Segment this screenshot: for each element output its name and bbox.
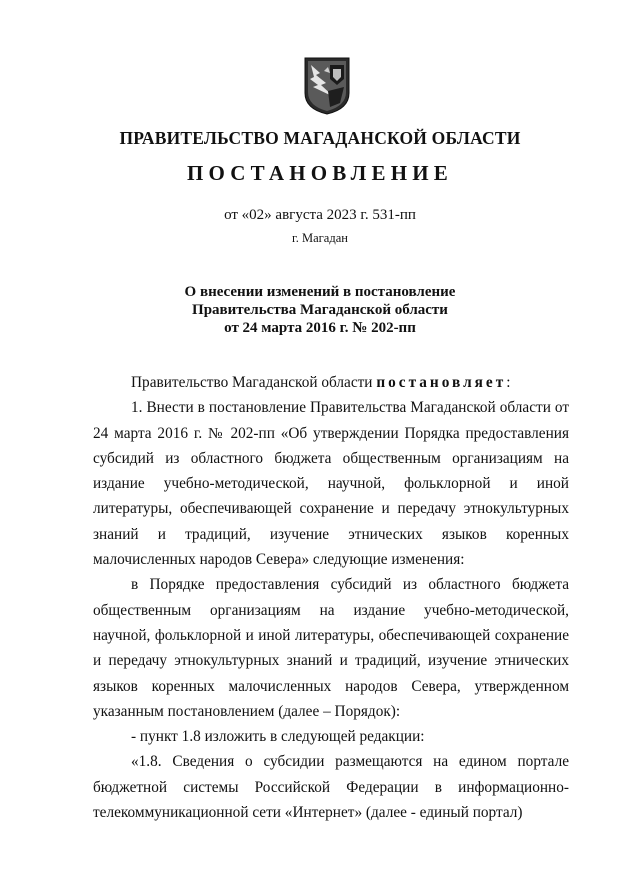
document-body	[93, 370, 569, 825]
paragraph-new-wording: «1.8. Сведения о субсидии размещаются на едином портале бюджетной системы Российской Федерации в информационно-телекоммуникационной сети «Интернет» (далее - единый портал)	[93, 753, 569, 822]
document-date-number: от «02» августа 2023 г. 531-пп	[224, 207, 416, 223]
government-name: ПРАВИТЕЛЬСТВО МАГАДАНСКОЙ ОБЛАСТИ	[119, 128, 521, 148]
preamble-verb: постановляет	[376, 374, 507, 391]
document-type-title: ПОСТАНОВЛЕНИЕ	[186, 161, 454, 185]
preamble-lead: Правительство Магаданской области	[131, 374, 377, 391]
paragraph-preamble	[93, 370, 569, 395]
paragraph-procedure: в Порядке предоставления субсидий из областного бюджета общественным организациям на издание учебно-методической, научной, фольклорной и иной литературы, обеспечивающей сохранение и передачу этнокультурных знаний и традиций, изучение этнических языков коренных малочисленных народов Севера, утвержденном указанным постановлением (далее – Порядок):	[93, 576, 569, 720]
document-city: г. Магадан	[292, 231, 348, 245]
subject-line-3: от 24 марта 2016 г. № 202-пп	[224, 320, 416, 336]
document-subject	[0, 283, 640, 337]
paragraph-item-1: 1. Внести в постановление Правительства Магаданской области от 24 марта 2016 г. № 202-пп «Об утверждении Порядка предоставления субсидий из областного бюджета общественным организациям на издание учебно-методической, научной, фольклорной и иной литературы, обеспечивающей сохранение и передачу этнокультурных знаний и традиций, изучение этнических языков коренных малочисленных народов Севера» следующие изменения:	[93, 399, 569, 569]
paragraph-point-1-8: - пункт 1.8 изложить в следующей редакции:	[131, 728, 425, 746]
coat-of-arms-icon	[304, 57, 350, 115]
preamble-colon: :	[506, 374, 511, 391]
subject-line-2: Правительства Магаданской области	[192, 302, 448, 318]
subject-line-1: О внесении изменений в постановление	[184, 284, 456, 300]
